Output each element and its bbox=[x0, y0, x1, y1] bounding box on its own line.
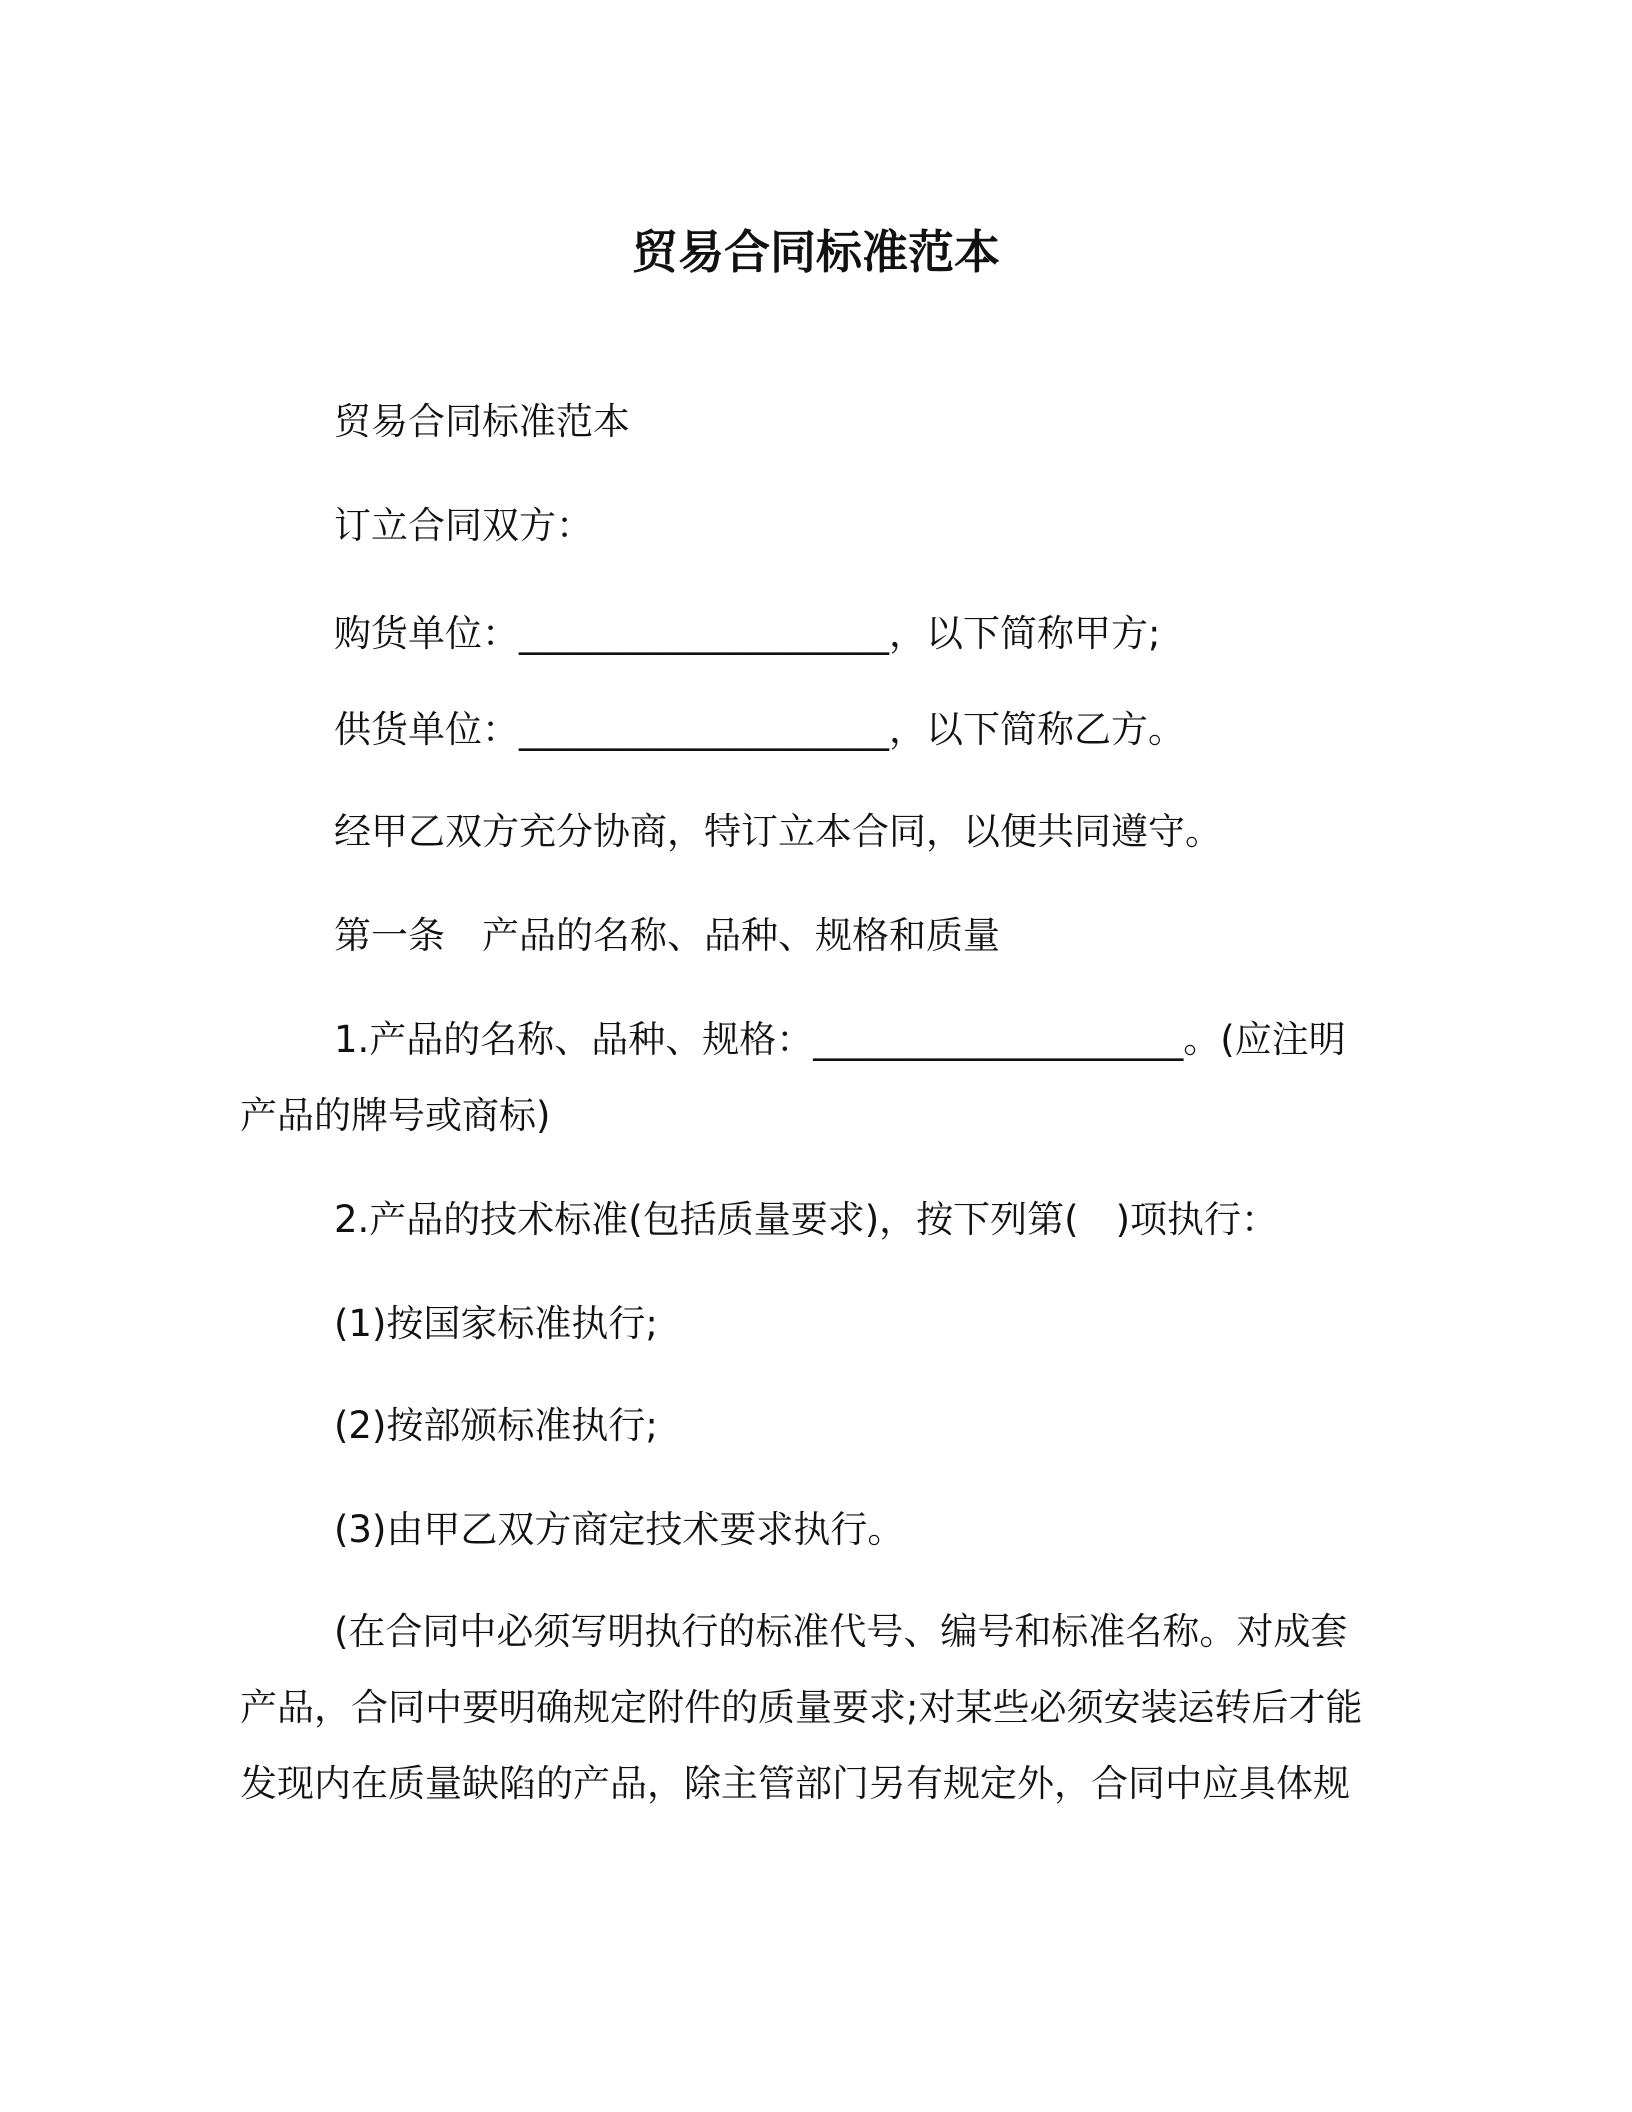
supplier-line: 供货单位：____________________，以下简称乙方。 bbox=[334, 708, 1185, 751]
option-2-line: (2)按部颁标准执行; bbox=[334, 1404, 658, 1447]
subtitle-line: 贸易合同标准范本 bbox=[334, 400, 630, 443]
option-3-line: (3)由甲乙双方商定技术要求执行。 bbox=[334, 1508, 905, 1551]
article-one-heading: 第一条 产品的名称、品种、规格和质量 bbox=[334, 914, 1000, 957]
note-line-2: 产品，合同中要明确规定附件的质量要求;对某些必须安装运转后才能 bbox=[240, 1686, 1363, 1729]
note-line-3: 发现内在质量缺陷的产品，除主管部门另有规定外，合同中应具体规 bbox=[240, 1762, 1350, 1805]
clause-2-line: 2.产品的技术标准(包括质量要求)，按下列第( )项执行： bbox=[334, 1198, 1279, 1241]
clause-1-line-2: 产品的牌号或商标) bbox=[240, 1094, 551, 1137]
clause-1-line-1: 1.产品的名称、品种、规格：____________________。(应注明 bbox=[334, 1018, 1346, 1061]
option-1-line: (1)按国家标准执行; bbox=[334, 1302, 658, 1345]
buyer-line: 购货单位：____________________，以下简称甲方; bbox=[334, 612, 1161, 655]
parties-heading: 订立合同双方： bbox=[334, 504, 593, 547]
note-line-1: (在合同中必须写明执行的标准代号、编号和标准名称。对成套 bbox=[334, 1610, 1348, 1653]
agreement-line: 经甲乙双方充分协商，特订立本合同，以便共同遵守。 bbox=[334, 810, 1222, 853]
document-title: 贸易合同标准范本 bbox=[632, 225, 1000, 279]
